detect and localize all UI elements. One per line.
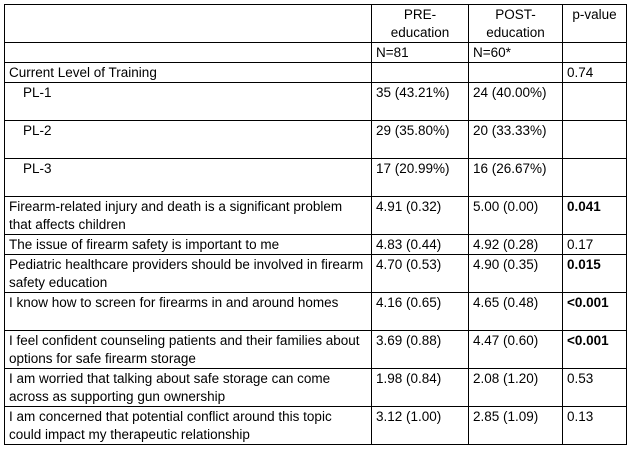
training-level-row <box>5 121 627 159</box>
n-post: N=60* <box>469 43 563 63</box>
item-post: 5.00 (0.00) <box>469 197 563 235</box>
item-row <box>5 369 627 407</box>
item-row <box>5 331 627 369</box>
item-pvalue: 0.015 <box>563 255 627 293</box>
item-label: Pediatric healthcare providers should be involved in firearm safety education <box>5 255 372 293</box>
item-label: Firearm-related injury and death is a significant problem that affects children <box>5 197 372 235</box>
item-post: 4.47 (0.60) <box>469 331 563 369</box>
item-row <box>5 197 627 235</box>
item-pre: 4.16 (0.65) <box>372 293 469 331</box>
item-pvalue: 0.53 <box>563 369 627 407</box>
item-label: I feel confident counseling patients and their families about options for safe firearm storage <box>5 331 372 369</box>
item-pre: 4.83 (0.44) <box>372 235 469 255</box>
header-row <box>5 5 627 43</box>
header-pre: PRE-education <box>372 5 469 43</box>
item-row <box>5 235 627 255</box>
item-row <box>5 407 627 445</box>
item-post: 2.08 (1.20) <box>469 369 563 407</box>
header-post: POST-education <box>469 5 563 43</box>
level-label: PL-1 <box>5 83 372 121</box>
training-level-row <box>5 83 627 121</box>
item-pvalue: 0.041 <box>563 197 627 235</box>
n-row-label <box>5 43 372 63</box>
training-pvalue: 0.74 <box>563 63 627 83</box>
level-post: 16 (26.67%) <box>469 159 563 197</box>
training-post <box>469 63 563 83</box>
level-pre: 17 (20.99%) <box>372 159 469 197</box>
n-row <box>5 43 627 63</box>
item-pre: 3.12 (1.00) <box>372 407 469 445</box>
item-pre: 4.91 (0.32) <box>372 197 469 235</box>
item-post: 4.90 (0.35) <box>469 255 563 293</box>
level-label: PL-2 <box>5 121 372 159</box>
level-pre: 29 (35.80%) <box>372 121 469 159</box>
item-pvalue: <0.001 <box>563 293 627 331</box>
training-level-row <box>5 159 627 197</box>
item-pvalue: 0.13 <box>563 407 627 445</box>
item-pre: 3.69 (0.88) <box>372 331 469 369</box>
item-row <box>5 255 627 293</box>
item-row <box>5 293 627 331</box>
item-pre: 1.98 (0.84) <box>372 369 469 407</box>
item-label: I know how to screen for firearms in and around homes <box>5 293 372 331</box>
level-pvalue <box>563 83 627 121</box>
item-pvalue: 0.17 <box>563 235 627 255</box>
item-post: 4.65 (0.48) <box>469 293 563 331</box>
item-label: The issue of firearm safety is important to me <box>5 235 372 255</box>
level-post: 20 (33.33%) <box>469 121 563 159</box>
item-pre: 4.70 (0.53) <box>372 255 469 293</box>
level-post: 24 (40.00%) <box>469 83 563 121</box>
item-pvalue: <0.001 <box>563 331 627 369</box>
item-label: I am worried that talking about safe storage can come across as supporting gun ownership <box>5 369 372 407</box>
level-label: PL-3 <box>5 159 372 197</box>
level-pvalue <box>563 159 627 197</box>
level-pvalue <box>563 121 627 159</box>
training-row <box>5 63 627 83</box>
n-pvalue <box>563 43 627 63</box>
training-label: Current Level of Training <box>5 63 372 83</box>
item-label: I am concerned that potential conflict around this topic could impact my therapeutic relationship <box>5 407 372 445</box>
item-post: 4.92 (0.28) <box>469 235 563 255</box>
item-post: 2.85 (1.09) <box>469 407 563 445</box>
training-pre <box>372 63 469 83</box>
header-pvalue: p-value <box>563 5 627 43</box>
n-pre: N=81 <box>372 43 469 63</box>
results-table <box>4 4 627 445</box>
header-empty-cell <box>5 5 372 43</box>
level-pre: 35 (43.21%) <box>372 83 469 121</box>
